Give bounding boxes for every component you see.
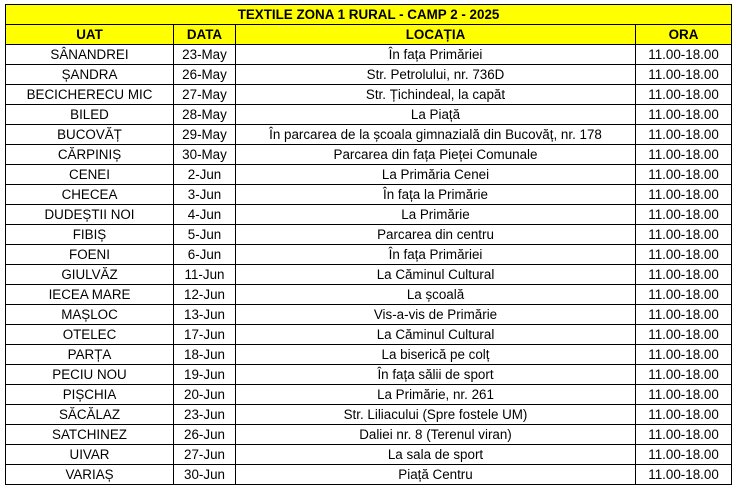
cell-date: 4-Jun <box>174 205 236 225</box>
cell-location: La școală <box>236 285 636 305</box>
cell-hours: 11.00-18.00 <box>636 365 732 385</box>
cell-uat: CENEI <box>6 165 174 185</box>
cell-date: 17-Jun <box>174 325 236 345</box>
cell-location: Str. Liliacului (Spre fostele UM) <box>236 405 636 425</box>
cell-hours: 11.00-18.00 <box>636 345 732 365</box>
column-header-locatia: LOCAȚIA <box>236 25 636 45</box>
cell-uat: PIȘCHIA <box>6 385 174 405</box>
table-row <box>6 165 732 185</box>
cell-hours: 11.00-18.00 <box>636 465 732 485</box>
cell-hours: 11.00-18.00 <box>636 225 732 245</box>
cell-uat: DUDEȘTII NOI <box>6 205 174 225</box>
cell-location: Str. Țichindeal, la capăt <box>236 85 636 105</box>
cell-date: 3-Jun <box>174 185 236 205</box>
table-row <box>6 125 732 145</box>
cell-location: La Piață <box>236 105 636 125</box>
table-title-row <box>6 5 732 25</box>
table-row <box>6 225 732 245</box>
cell-hours: 11.00-18.00 <box>636 45 732 65</box>
cell-location: În parcarea de la școala gimnazială din Bucovăț, nr. 178 <box>236 125 636 145</box>
cell-location: În fața Primăriei <box>236 245 636 265</box>
cell-uat: ȘANDRA <box>6 65 174 85</box>
cell-date: 29-May <box>174 125 236 145</box>
table-row <box>6 345 732 365</box>
schedule-table-wrapper <box>5 4 732 485</box>
cell-hours: 11.00-18.00 <box>636 165 732 185</box>
table-row <box>6 205 732 225</box>
cell-location: La Căminul Cultural <box>236 265 636 285</box>
cell-date: 27-May <box>174 85 236 105</box>
cell-uat: CHECEA <box>6 185 174 205</box>
cell-hours: 11.00-18.00 <box>636 65 732 85</box>
cell-date: 30-Jun <box>174 465 236 485</box>
cell-location: La biserică pe colț <box>236 345 636 365</box>
cell-location: La sala de sport <box>236 445 636 465</box>
cell-uat: SĂCĂLAZ <box>6 405 174 425</box>
cell-uat: FIBIȘ <box>6 225 174 245</box>
column-header-ora: ORA <box>636 25 732 45</box>
cell-hours: 11.00-18.00 <box>636 385 732 405</box>
cell-date: 6-Jun <box>174 245 236 265</box>
cell-date: 23-Jun <box>174 405 236 425</box>
cell-date: 26-May <box>174 65 236 85</box>
cell-date: 30-May <box>174 145 236 165</box>
table-row <box>6 245 732 265</box>
cell-uat: UIVAR <box>6 445 174 465</box>
cell-date: 20-Jun <box>174 385 236 405</box>
table-row <box>6 265 732 285</box>
cell-uat: IECEA MARE <box>6 285 174 305</box>
cell-location: Str. Petrolului, nr. 736D <box>236 65 636 85</box>
cell-uat: PECIU NOU <box>6 365 174 385</box>
cell-uat: PARȚA <box>6 345 174 365</box>
cell-hours: 11.00-18.00 <box>636 265 732 285</box>
cell-uat: SÂNANDREI <box>6 45 174 65</box>
cell-date: 5-Jun <box>174 225 236 245</box>
cell-uat: OTELEC <box>6 325 174 345</box>
cell-uat: MAȘLOC <box>6 305 174 325</box>
cell-location: Parcarea din fața Pieței Comunale <box>236 145 636 165</box>
table-row <box>6 305 732 325</box>
cell-location: La Primăria Cenei <box>236 165 636 185</box>
table-row <box>6 325 732 345</box>
cell-date: 12-Jun <box>174 285 236 305</box>
cell-date: 28-May <box>174 105 236 125</box>
cell-date: 26-Jun <box>174 425 236 445</box>
cell-date: 2-Jun <box>174 165 236 185</box>
cell-date: 27-Jun <box>174 445 236 465</box>
cell-hours: 11.00-18.00 <box>636 185 732 205</box>
cell-hours: 11.00-18.00 <box>636 105 732 125</box>
table-header-row <box>6 25 732 45</box>
table-row <box>6 185 732 205</box>
cell-location: La Primărie, nr. 261 <box>236 385 636 405</box>
cell-location: În fața sălii de sport <box>236 365 636 385</box>
cell-location: Daliei nr. 8 (Terenul viran) <box>236 425 636 445</box>
table-title: TEXTILE ZONA 1 RURAL - CAMP 2 - 2025 <box>6 5 732 25</box>
table-row <box>6 405 732 425</box>
cell-uat: FOENI <box>6 245 174 265</box>
cell-date: 13-Jun <box>174 305 236 325</box>
cell-date: 19-Jun <box>174 365 236 385</box>
cell-date: 23-May <box>174 45 236 65</box>
cell-hours: 11.00-18.00 <box>636 145 732 165</box>
table-row <box>6 65 732 85</box>
table-row <box>6 105 732 125</box>
cell-hours: 11.00-18.00 <box>636 425 732 445</box>
table-body <box>6 45 732 485</box>
cell-uat: CĂRPINIȘ <box>6 145 174 165</box>
cell-uat: VARIAȘ <box>6 465 174 485</box>
cell-location: Vis-a-vis de Primărie <box>236 305 636 325</box>
cell-uat: BECICHERECU MIC <box>6 85 174 105</box>
table-row <box>6 385 732 405</box>
cell-date: 18-Jun <box>174 345 236 365</box>
cell-hours: 11.00-18.00 <box>636 305 732 325</box>
schedule-table <box>5 4 732 485</box>
cell-location: La Primărie <box>236 205 636 225</box>
cell-location: Parcarea din centru <box>236 225 636 245</box>
cell-uat: BILED <box>6 105 174 125</box>
column-header-uat: UAT <box>6 25 174 45</box>
table-row <box>6 365 732 385</box>
cell-location: La Căminul Cultural <box>236 325 636 345</box>
table-row <box>6 465 732 485</box>
table-row <box>6 445 732 465</box>
table-row <box>6 285 732 305</box>
column-header-data: DATA <box>174 25 236 45</box>
cell-hours: 11.00-18.00 <box>636 445 732 465</box>
cell-hours: 11.00-18.00 <box>636 405 732 425</box>
cell-hours: 11.00-18.00 <box>636 325 732 345</box>
cell-hours: 11.00-18.00 <box>636 125 732 145</box>
cell-hours: 11.00-18.00 <box>636 285 732 305</box>
cell-date: 11-Jun <box>174 265 236 285</box>
cell-location: Piață Centru <box>236 465 636 485</box>
table-row <box>6 425 732 445</box>
cell-uat: SATCHINEZ <box>6 425 174 445</box>
cell-uat: GIULVĂZ <box>6 265 174 285</box>
table-row <box>6 85 732 105</box>
cell-uat: BUCOVĂȚ <box>6 125 174 145</box>
cell-hours: 11.00-18.00 <box>636 85 732 105</box>
cell-hours: 11.00-18.00 <box>636 205 732 225</box>
table-row <box>6 145 732 165</box>
cell-location: În fața la Primărie <box>236 185 636 205</box>
cell-location: În fața Primăriei <box>236 45 636 65</box>
cell-hours: 11.00-18.00 <box>636 245 732 265</box>
table-row <box>6 45 732 65</box>
